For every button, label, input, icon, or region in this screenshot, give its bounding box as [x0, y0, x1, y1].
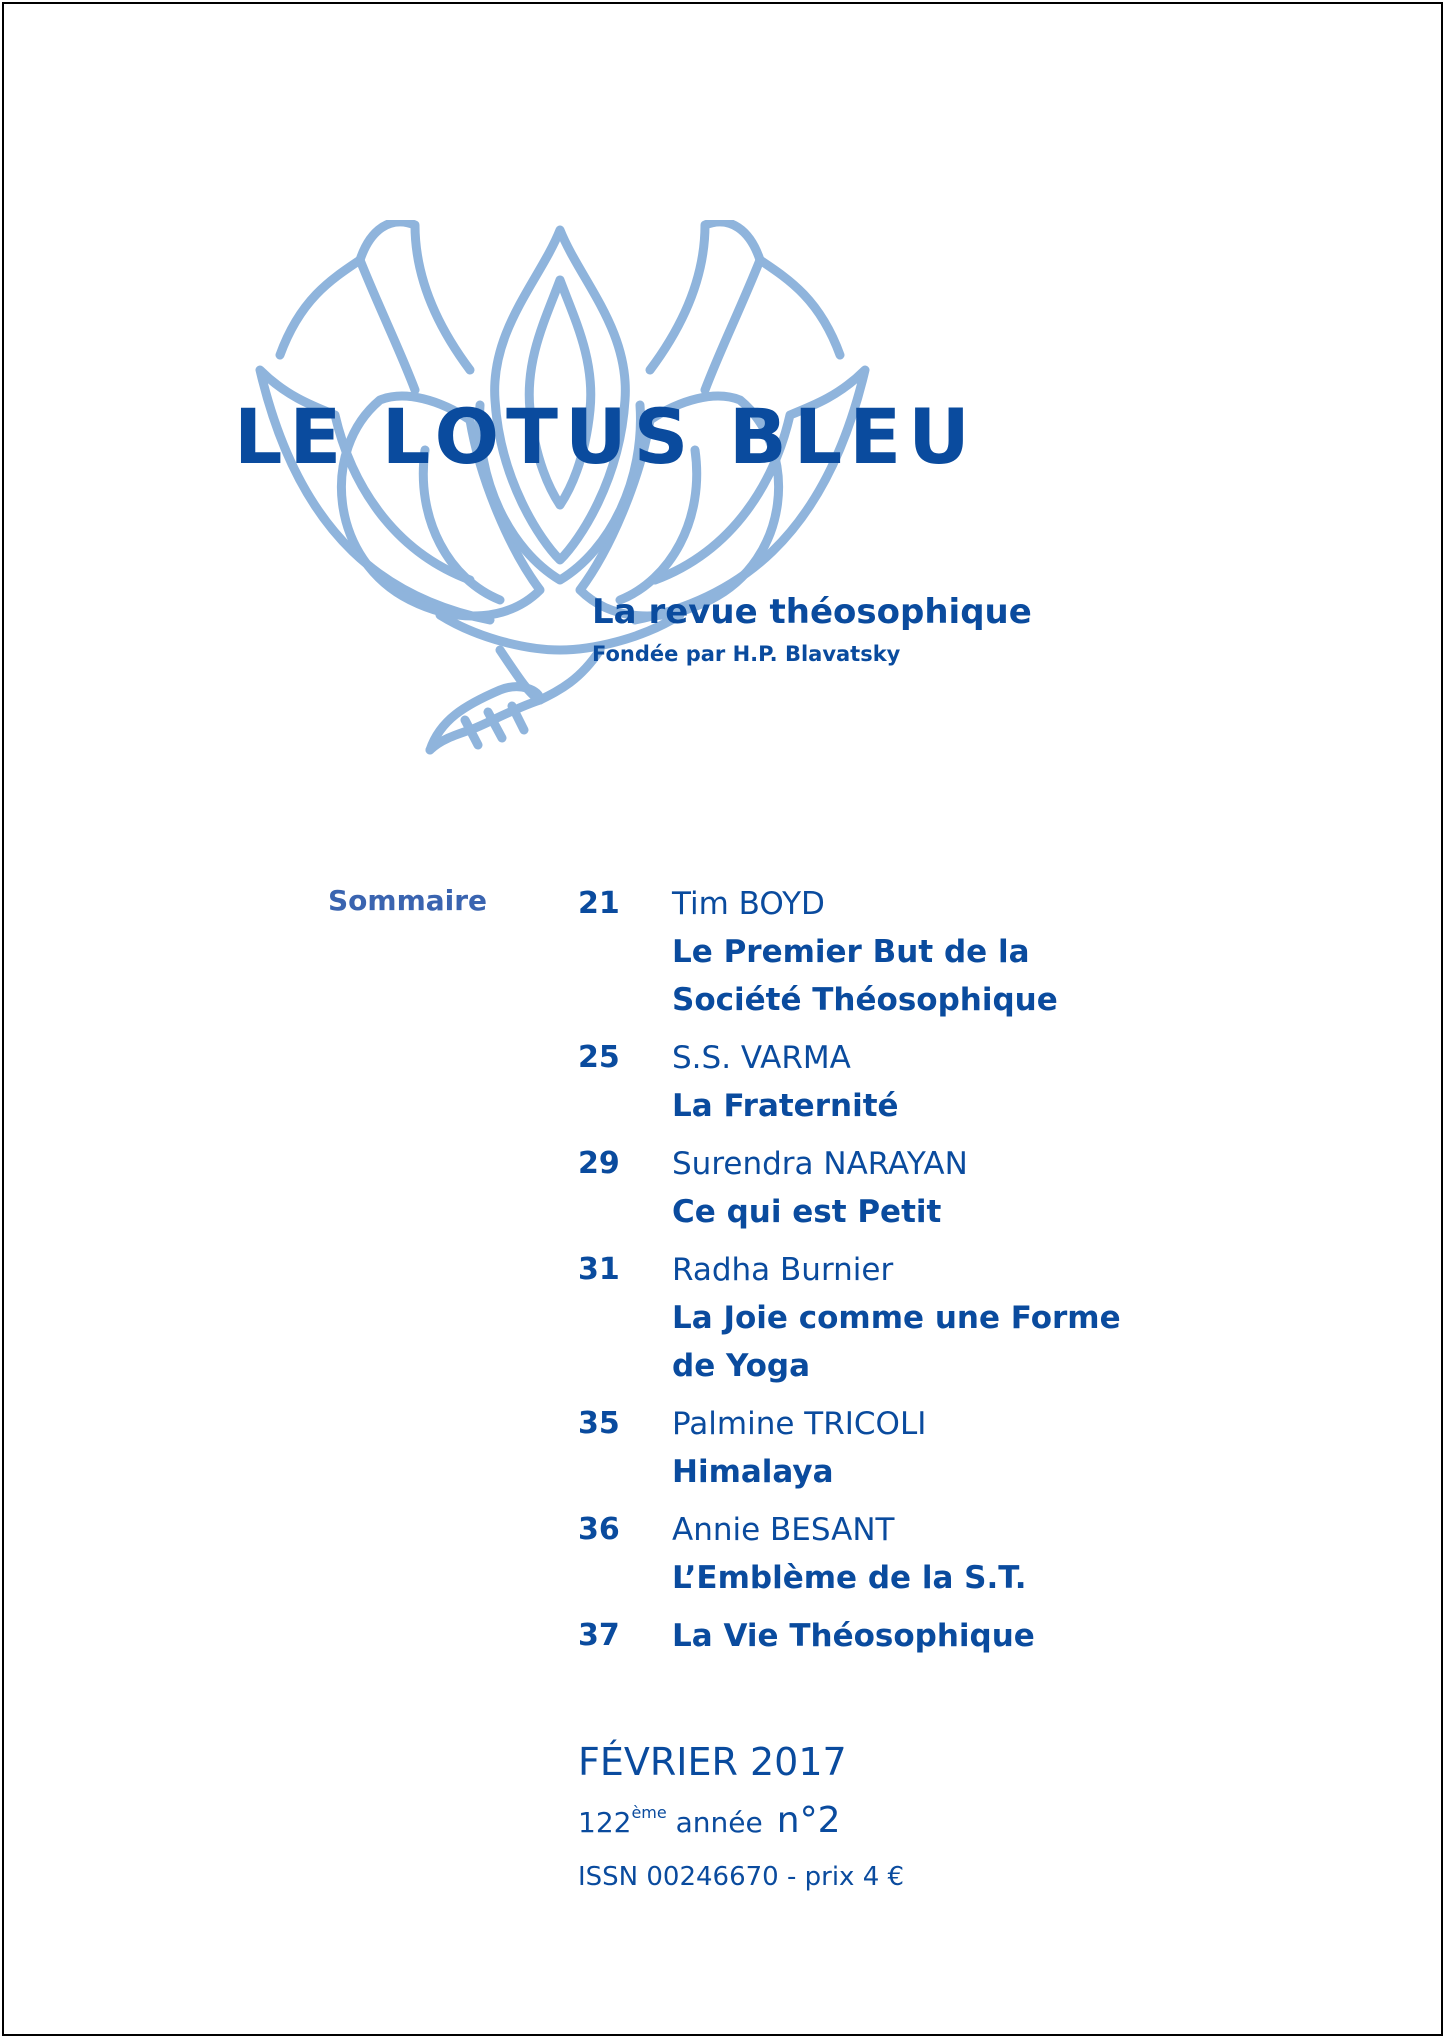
toc-article-title: La Joie comme une Forme de Yoga — [672, 1300, 1121, 1384]
toc-author: Radha Burnier — [672, 1252, 894, 1288]
magazine-title: LE LOTUS BLEU — [234, 392, 977, 481]
issue-number: n°2 — [776, 1800, 841, 1841]
issue-year-line — [578, 1800, 840, 1841]
toc-article-title: Himalaya — [672, 1454, 834, 1490]
founder-line: Fondée par H.P. Blavatsky — [592, 642, 901, 666]
year-suffix: ème — [631, 1803, 667, 1822]
toc-entry — [578, 1140, 1278, 1236]
toc-article-title: Le Premier But de la Société Théosophique — [672, 934, 1058, 1018]
year-word: année — [675, 1806, 763, 1839]
toc-author: Palmine TRICOLI — [672, 1406, 927, 1442]
toc-page-number: 37 — [578, 1618, 620, 1653]
toc-author: Surendra NARAYAN — [672, 1146, 968, 1182]
toc-entry — [578, 1246, 1278, 1390]
toc-author: S.S. VARMA — [672, 1040, 851, 1076]
toc-article-title: La Vie Théosophique — [672, 1618, 1035, 1654]
contents-label: Sommaire — [328, 884, 488, 917]
issue-date: FÉVRIER 2017 — [578, 1740, 847, 1784]
toc-page-number: 21 — [578, 886, 620, 921]
toc-entry — [578, 1034, 1278, 1130]
toc-page-number: 36 — [578, 1512, 620, 1547]
magazine-subtitle: La revue théosophique — [592, 592, 1032, 632]
toc-entry — [578, 1612, 1278, 1660]
toc-entry — [578, 1400, 1278, 1496]
lotus-flower-icon — [240, 220, 880, 760]
issn-price: ISSN 00246670 - prix 4 € — [578, 1862, 905, 1892]
table-of-contents — [578, 880, 1278, 1670]
toc-entry — [578, 880, 1278, 1024]
toc-article-title: Ce qui est Petit — [672, 1194, 942, 1230]
toc-author: Annie BESANT — [672, 1512, 895, 1548]
year-number: 122 — [578, 1806, 632, 1839]
toc-page-number: 31 — [578, 1252, 620, 1287]
toc-page-number: 25 — [578, 1040, 620, 1075]
toc-page-number: 35 — [578, 1406, 620, 1441]
toc-article-title: L’Emblème de la S.T. — [672, 1560, 1027, 1596]
toc-article-title: La Fraternité — [672, 1088, 899, 1124]
toc-entry — [578, 1506, 1278, 1602]
toc-author: Tim BOYD — [672, 886, 825, 922]
toc-page-number: 29 — [578, 1146, 620, 1181]
